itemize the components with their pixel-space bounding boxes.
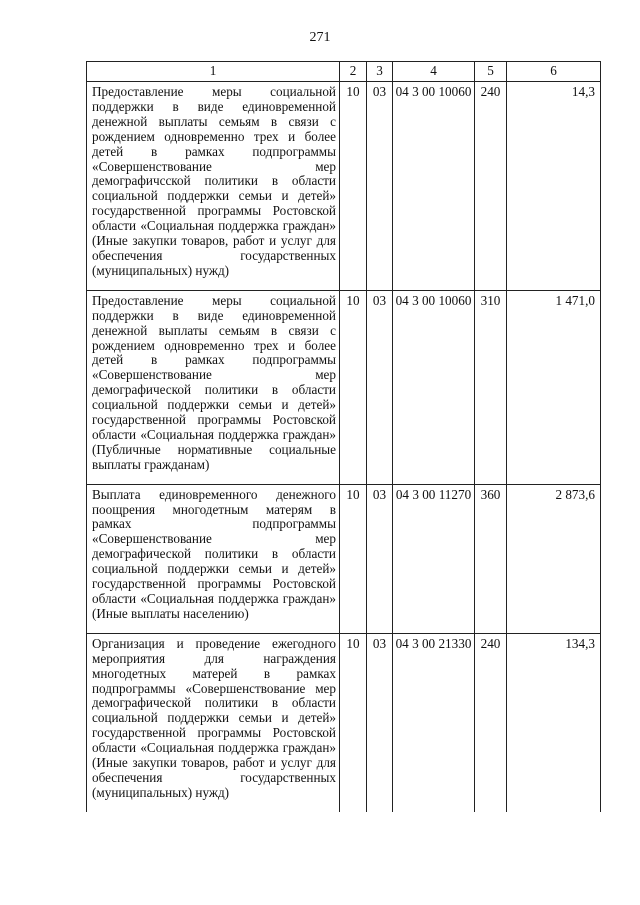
row-description: Предоставление меры социальной поддержки в виде единовременной денежной выплаты семьям в связи с рождением одновременно трех и более детей в рамках подпрограммы «Совершенствование мер демографичсской политики в области социальной поддержки семьи и детей» государственной программы Ростовской области «Социальная поддержка граждан» (Иные закупки товаров, работ и услуг для обеспечения государственных (муниципальных) нужд): [87, 82, 340, 291]
row-expense-type: 240: [475, 633, 507, 811]
row-amount: 2 873,6: [507, 484, 601, 633]
row-expense-type: 360: [475, 484, 507, 633]
table-header-row: [87, 62, 601, 82]
table-row: [87, 484, 601, 633]
table-row: [87, 633, 601, 811]
header-col-3: 3: [367, 62, 393, 82]
row-expense-type: 310: [475, 290, 507, 484]
row-target-code: 04 3 00 10060: [393, 290, 475, 484]
row-description: Предоставление меры социальной поддержки в виде единовременной денежной выплаты семьям в связи с рождением одновременно трех и более детей в рамках подпрограммы «Совершенствование мер демографической политики в области социальной поддержки семьи и детей» государственной программы Ростовской области «Социальная поддержка граждан» (Публичные нормативные социальные выплаты гражданам): [87, 290, 340, 484]
row-expense-type: 240: [475, 82, 507, 291]
table-row: [87, 290, 601, 484]
row-target-code: 04 3 00 21330: [393, 633, 475, 811]
page-number: 271: [309, 30, 331, 45]
header-col-2: 2: [340, 62, 367, 82]
row-amount: 134,3: [507, 633, 601, 811]
row-description: Организация и проведение ежегодного мероприятия для награждения многодетных матерей в рамках подпрограммы «Совершенствование мер демографической политики в области социальной поддержки семьи и детей» государственной программы Ростовской области «Социальная поддержка граждан» (Иные закупки товаров, работ и услуг для обеспечения государственных (муниципальных) нужд): [87, 633, 340, 811]
row-section: 10: [340, 290, 367, 484]
table-row: [87, 82, 601, 291]
row-subsection: 03: [367, 290, 393, 484]
row-subsection: 03: [367, 633, 393, 811]
row-subsection: 03: [367, 484, 393, 633]
row-target-code: 04 3 00 11270: [393, 484, 475, 633]
header-col-1: 1: [87, 62, 340, 82]
budget-table: [86, 61, 601, 812]
header-col-5: 5: [475, 62, 507, 82]
row-target-code: 04 3 00 10060: [393, 82, 475, 291]
header-col-4: 4: [393, 62, 475, 82]
row-section: 10: [340, 633, 367, 811]
row-amount: 14,3: [507, 82, 601, 291]
row-subsection: 03: [367, 82, 393, 291]
row-amount: 1 471,0: [507, 290, 601, 484]
row-section: 10: [340, 82, 367, 291]
row-description: Выплата единовременного денежного поощрения многодетным матерям в рамках подпрограммы «Совершенствование мер демографической политики в области социальной поддержки семьи и детей» государственной программы Ростовской области «Социальная поддержка граждан» (Иные выплаты населению): [87, 484, 340, 633]
row-section: 10: [340, 484, 367, 633]
header-col-6: 6: [507, 62, 601, 82]
